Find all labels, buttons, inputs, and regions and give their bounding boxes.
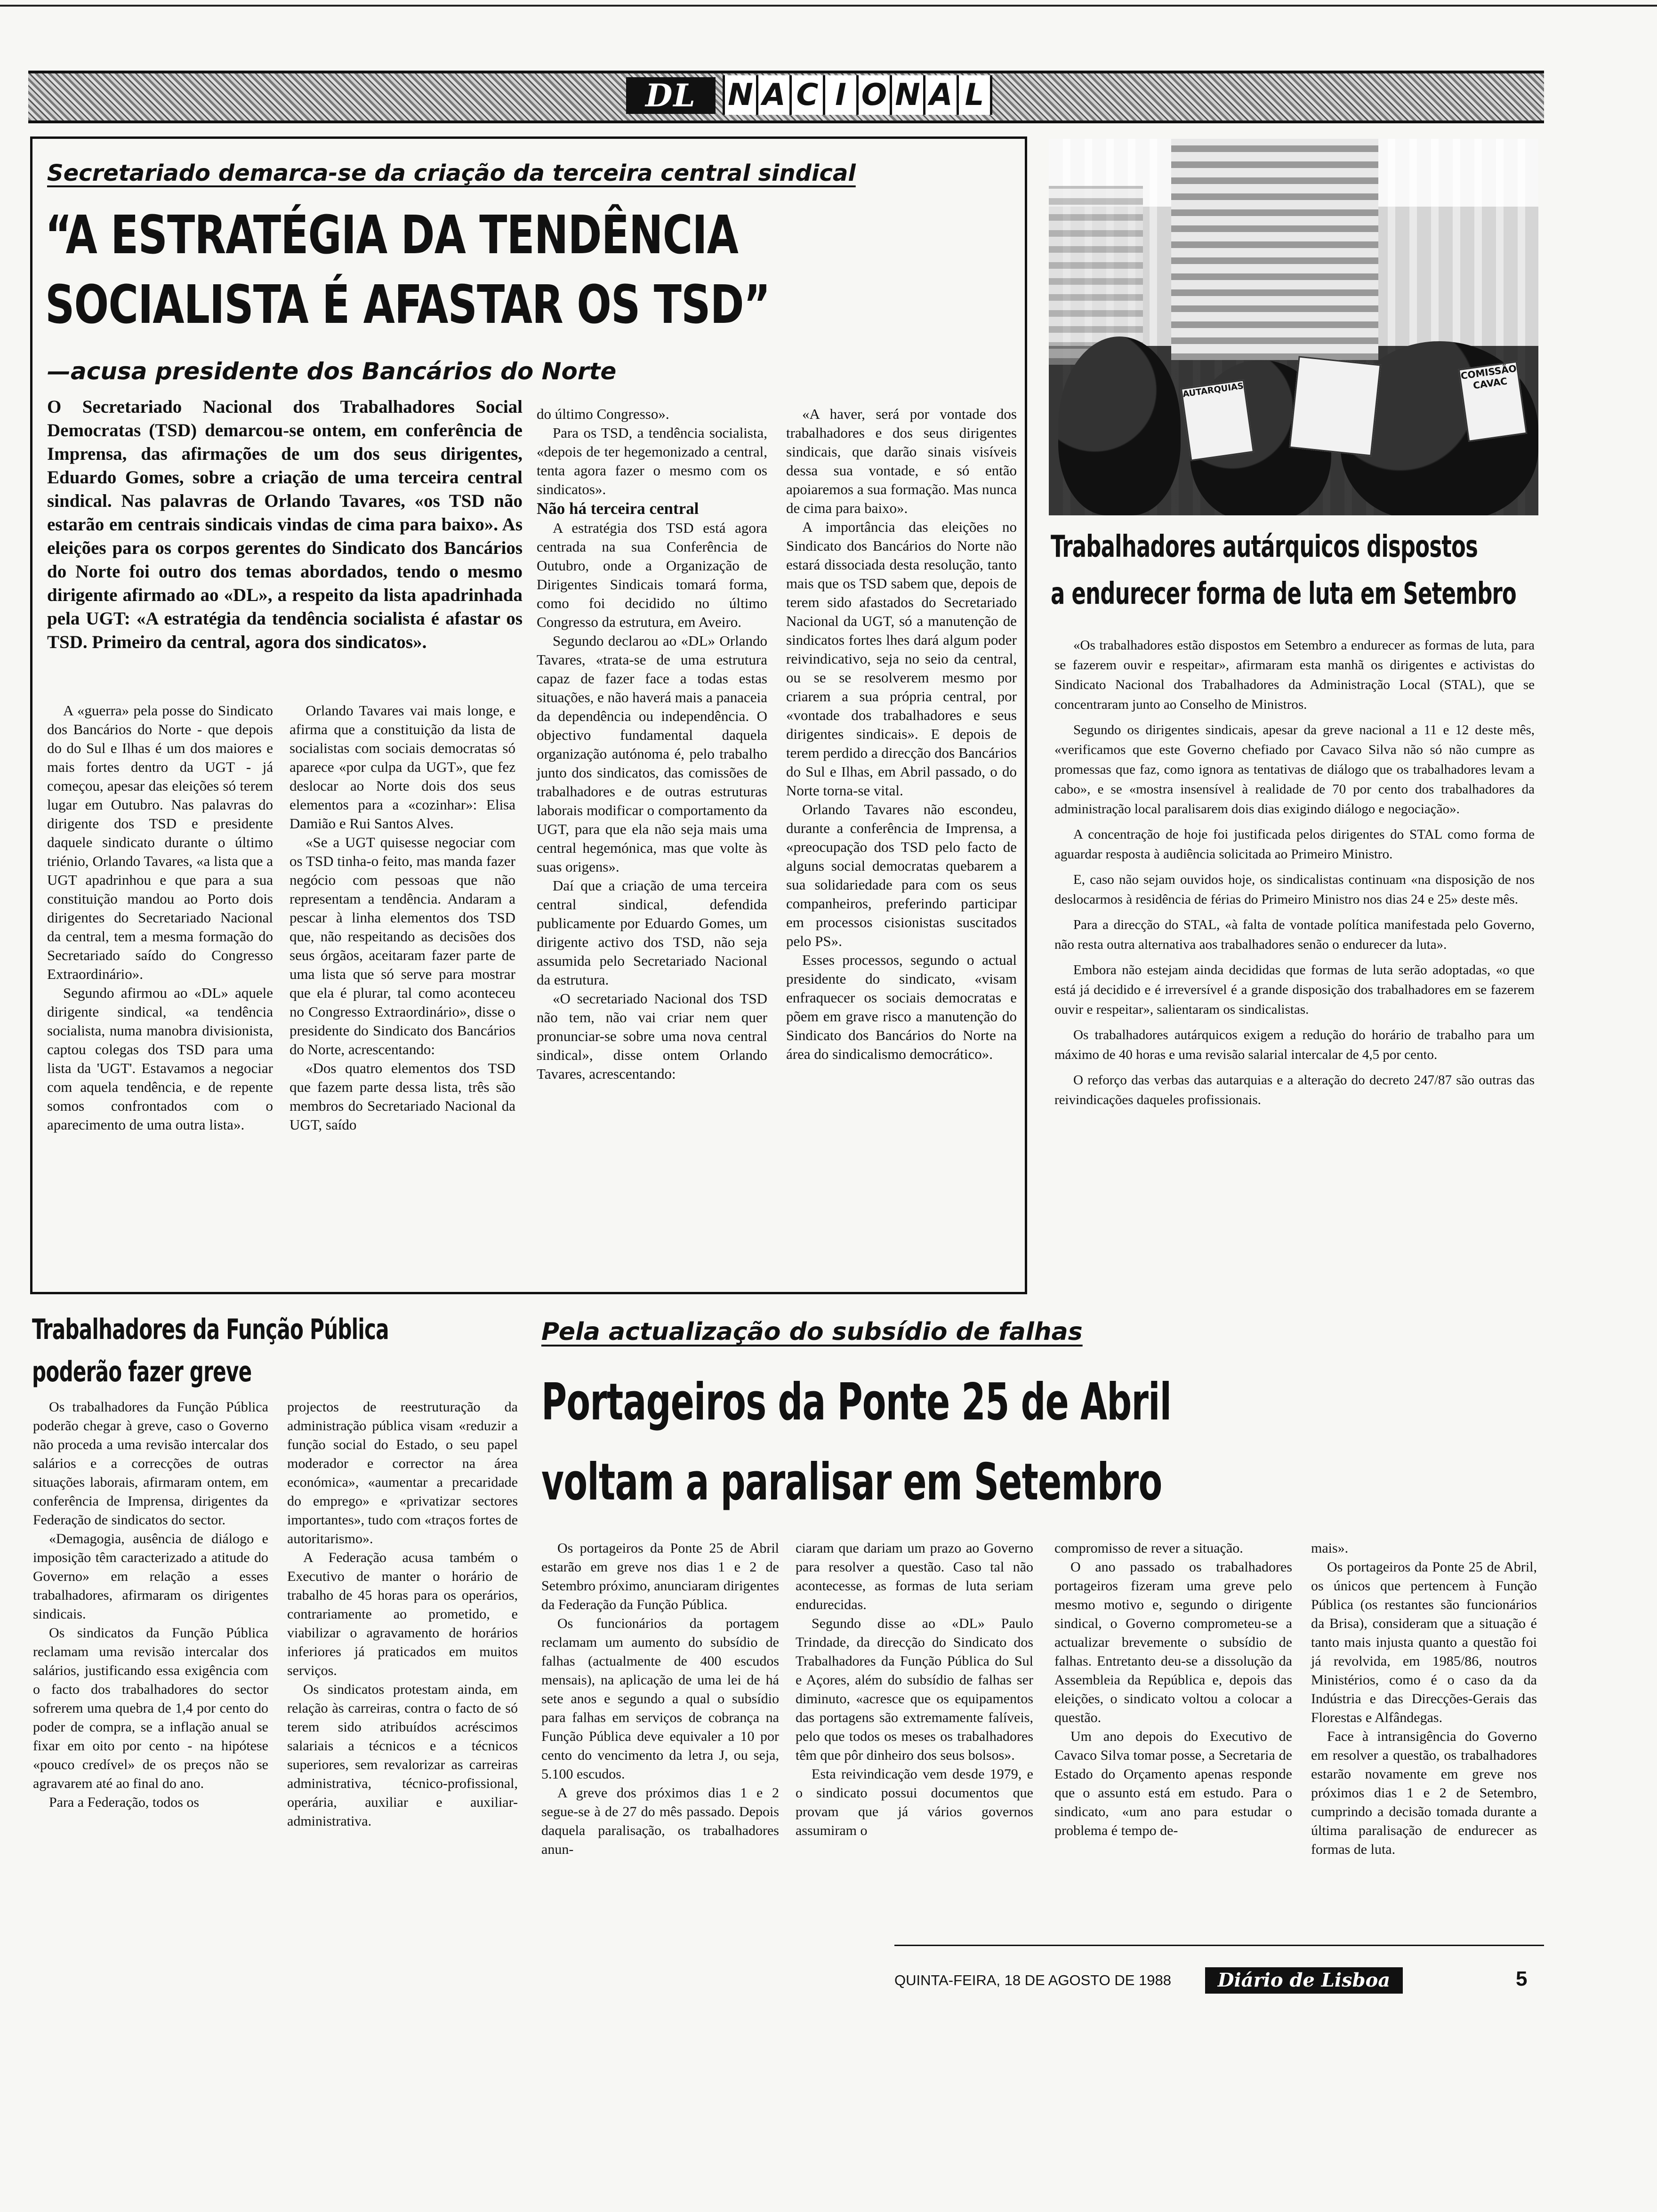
protest-sign xyxy=(1289,356,1381,456)
ponte-column-2 xyxy=(796,1539,1033,1840)
section-letter: A xyxy=(923,75,957,115)
protest-photo xyxy=(1049,139,1538,515)
ponte-kicker: Pela actualização do subsídio de falhas xyxy=(541,1318,1083,1346)
paragraph: A concentração de hoje foi justificada pelos dirigentes do STAL como forma de aguardar resposta à audiência solicitada ao Primeiro Ministro. xyxy=(1054,827,1535,862)
photo-building xyxy=(1171,139,1378,360)
paragraph: Orlando Tavares não escondeu, durante a conferência de Imprensa, a «preocupação dos TSD pelo facto de alguns social democratas quebarem a sua solidariedade para com os seus companheiros, preferindo participar em processos cisionistas suscitados pelo PS». xyxy=(786,801,1017,949)
section-subheading: Não há terceira central xyxy=(537,499,699,518)
paragraph: Os portageiros da Ponte 25 de Abril, os únicos que pertencem à Função Pública (os restantes são funcionários da Brisa), consideram que a situação é tanto mais injusta quanto a questão foi já revolvida, em 1985/86, noutros Ministérios, como é o caso da da Indústria e das Direcções-Gerais das Florestas e Alfândegas. xyxy=(1311,1559,1537,1725)
paragraph: Orlando Tavares vai mais longe, e afirma que a constituição da lista de socialistas com sociais democratas só aparece «por culpa da UGT», que fez deslocar ao Norte dois dos seus elementos para a «cozinhar»: Elisa Damião e Rui Santos Alves. xyxy=(290,702,515,832)
photo-crowd xyxy=(1058,337,1181,515)
paragraph: «O secretariado Nacional dos TSD não tem, não vai criar nem quer pronunciar-se sobre uma nova central sindical», disse ontem Orlando Tavares, acrescentando: xyxy=(537,990,767,1082)
paragraph: Esses processos, segundo o actual presidente do sindicato, «visam enfraquecer os sociais democratas e põem em grave risco a manutenção do Sindicato dos Bancários do Norte na área do sindicalismo democrático». xyxy=(786,952,1017,1062)
paragraph: Os sindicatos da Função Pública reclamam uma revisão intercalar dos salários, justificando essa exigência com o facto dos trabalhadores do sector sofrerem uma quebra de 1,4 por cento do poder de compra, se a inflação anual se fixar em oito por cento - na hipótese «pouco credível» de os preços não se agravarem até ao final do ano. xyxy=(33,1625,268,1791)
paragraph: E, caso não sejam ouvidos hoje, os sindicalistas continuam «na disposição de nos deslocarmos à residência de férias do Primeiro Ministro nos dias 24 e 25» deste mês. xyxy=(1054,872,1535,907)
section-letter: N xyxy=(890,75,923,115)
funcao-column-1 xyxy=(33,1398,268,1812)
paragraph: A importância das eleições no Sindicato dos Bancários do Norte não estará dissociada desta resolução, tanto mais que os TSD sabem que, depois de terem sido afastados do Secretariado Nacional da UGT, só a manutenção de sindicatos fortes lhes dará algum poder reivindicativo, seja no seio da central, ou se se resolverem mesmo por criarem a sua própria central, por «vontade dos trabalhadores e seus dirigentes sindicais». E depois de terem perdido a direcção dos Bancários do Sul e Ilhas, em Abril passado, o do Norte torna-se vital. xyxy=(786,519,1017,799)
footer-date: QUINTA-FEIRA, 18 DE AGOSTO DE 1988 xyxy=(894,1972,1172,1988)
section-letter: L xyxy=(957,75,992,115)
stal-headline-line-2: a endurecer forma de luta em Setembro xyxy=(1051,577,1517,611)
funcao-headline-line-2: poderão fazer greve xyxy=(32,1355,252,1388)
paragraph: Para a Federação, todos os xyxy=(49,1795,200,1810)
ponte-headline-line-1: Portageiros da Ponte 25 de Abril xyxy=(541,1373,1172,1432)
paragraph: Segundo afirmou ao «DL» aquele dirigente sindical, «a tendência socialista, numa manobra divisionista, captou colegas dos TSD para uma lista da 'UGT'. Estavamos a negociar com aquela tendência, e de repente somos confrontados com o aparecimento de uma outra lista». xyxy=(47,985,273,1133)
main-column-4 xyxy=(786,405,1017,1064)
paragraph: projectos de reestruturação da administração pública visam «reduzir a função social do Estado, o seu papel moderador e corrector na área económica», «aumentar a precaridade do emprego» e «privatizar sectores importantes», tudo com «traços fortes de autoritarismo». xyxy=(287,1399,518,1547)
paragraph: O reforço das verbas das autarquias e a alteração do decreto 247/87 são outras das reivindicações daqueles profissionais. xyxy=(1054,1073,1535,1107)
protest-sign: COMISSÃO CAVAC xyxy=(1458,361,1527,442)
paragraph: Embora não estejam ainda decididas que formas de luta serão adoptadas, «o que está já decidido e é irreversível é a grande disposição dos trabalhadores em se fazerem ouvir e respeitar», salientaram os sindicalistas. xyxy=(1054,962,1535,1017)
section-letter: N xyxy=(723,75,756,115)
paragraph: Para a direcção do STAL, «à falta de vontade política manifestada pelo Governo, não resta outra alternativa aos trabalhadores senão o endurecer da luta». xyxy=(1054,917,1535,952)
main-column-1 xyxy=(47,701,273,1134)
paragraph: mais». xyxy=(1311,1540,1349,1556)
paragraph: «Os trabalhadores estão dispostos em Setembro a endurecer as formas de luta, para se fazerem ouvir e respeitar», afirmaram esta manhã os dirigentes e activistas do Sindicato Nacional dos Trabalhadores da Administração Local (STAL), que se concentraram junto ao Conselho de Ministros. xyxy=(1054,638,1535,712)
section-letter: I xyxy=(823,75,856,115)
paragraph: A estratégia dos TSD está agora centrada na sua Conferência de Outubro, onde a Organização de Dirigentes Sindicais tomará forma, como foi decidido no último Congresso da estrutura, em Aveiro. xyxy=(537,520,767,630)
paragraph: Daí que a criação de uma terceira central sindical, defendida publicamente por Eduardo Gomes, um dirigente activo dos TSD, não seja assumida pelo Secretariado Nacional da estrutura. xyxy=(537,877,767,988)
paragraph: compromisso de rever a situação. xyxy=(1054,1540,1243,1556)
paragraph: A greve dos próximos dias 1 e 2 segue-se à de 27 do mês passado. Depois daquela paralisação, os trabalhadores anun- xyxy=(541,1785,779,1857)
paragraph: do último Congresso». xyxy=(537,406,669,422)
paragraph: Para os TSD, a tendência socialista, «depois de ter hegemonizado a central, tenta agora fazer o mesmo com os sindicatos». xyxy=(537,425,767,497)
section-name xyxy=(723,75,992,115)
main-subhead: —acusa presidente dos Bancários do Norte xyxy=(47,358,617,385)
paragraph: Os trabalhadores autárquicos exigem a redução do horário de trabalho para um máximo de 40 horas e uma revisão salarial intercalar de 4,5 por cento. xyxy=(1054,1027,1535,1062)
paragraph: Segundo os dirigentes sindicais, apesar da greve nacional a 11 e 12 deste mês, «verificamos que este Governo chefiado por Cavaco Silva não só não cumpre as promessas que faz, como ignora as tentativas de diálogo que os trabalhadores levam a cabo», e se «mostra insensível à realidade de 70 por cento dos trabalhadores da administração local paralisarem dois dias exigindo diálogo e negociação». xyxy=(1054,722,1535,817)
main-lede: O Secretariado Nacional dos Trabalhadores Social Democratas (TSD) demarcou-se ontem, em conferência de Imprensa, das afirmações de um dos seus dirigentes, Eduardo Gomes, sobre a criação de uma terceira central sindical. Nas palavras de Orlando Tavares, «os TSD não estarão em centrais sindicais vindas de cima para baixo». As eleições para os corpos gerentes do Sindicato dos Bancários do Norte foi outro dos temas abordados, tendo o mesmo dirigente afirmado ao «DL», a respeito da lista apadrinhada pela UGT: «A estratégia da tendência socialista é afastar os TSD. Primeiro da central, agora dos sindicatos». xyxy=(47,397,523,652)
paragraph: Esta reivindicação vem desde 1979, e o sindicato possui documentos que provam que já vários governos assumiram o xyxy=(796,1766,1033,1838)
paragraph: A Federação acusa também o Executivo de manter o horário de trabalho de 45 horas para os operários, contrariamente ao prometido, e viabilizar o agravamento de horários inferiores já praticados em muitos serviços. xyxy=(287,1550,518,1678)
funcao-headline-line-1: Trabalhadores da Função Pública xyxy=(32,1313,389,1346)
ponte-headline-line-2: voltam a paralisar em Setembro xyxy=(541,1453,1162,1512)
ponte-column-1 xyxy=(541,1539,779,1859)
paragraph: Segundo disse ao «DL» Paulo Trindade, da direcção do Sindicato dos Trabalhadores da Função Pública do Sul e Açores, além do subsídio de falhas ser diminuto, «acresce que os equipamentos das portagens são extremamente falíveis, pelo que todos os meses os trabalhadores têm que pôr dinheiro dos seus bolsos». xyxy=(796,1616,1033,1763)
main-column-3 xyxy=(537,405,767,1083)
paragraph: ciaram que dariam um prazo ao Governo para resolver a questão. Caso tal não acontecesse, as formas de luta seriam endurecidas. xyxy=(796,1540,1033,1612)
footer-masthead: Diário de Lisboa xyxy=(1205,1967,1403,1994)
main-headline-line-2: SOCIALISTA É AFASTAR OS TSD” xyxy=(45,274,770,336)
paragraph: «Demagogia, ausência de diálogo e imposição têm caracterizado a atitude do Governo» em relação a esses trabalhadores, afirmaram os dirigentes sindicais. xyxy=(33,1531,268,1622)
main-kicker: Secretariado demarca-se da criação da terceira central sindical xyxy=(47,160,856,186)
paragraph: Os portageiros da Ponte 25 de Abril estarão em greve nos dias 1 e 2 de Setembro próximo, anunciaram dirigentes da Federação da Função Pública. xyxy=(541,1540,779,1612)
paragraph: Um ano depois do Executivo de Cavaco Silva tomar posse, a Secretaria de Estado do Orçamento apenas responde que o assunto está em estudo. Para o sindicato, «um ano para estudar o problema é tempo de- xyxy=(1054,1729,1292,1838)
stal-body xyxy=(1054,635,1535,1115)
paragraph: «Se a UGT quisesse negociar com os TSD tinha-o feito, mas manda fazer negócio com pessoas que não representam a tendência. Andaram a pescar à linha elementos dos TSD que, não respeitando as decisões dos seus órgãos, aceitaram fazer parte de uma lista que só serve para mostrar que ela é plurar, tal como aconteceu no Congresso Extraordinário», disse o presidente do Sindicato dos Bancários do Norte, acrescentando: xyxy=(290,834,515,1058)
paragraph: Segundo declarou ao «DL» Orlando Tavares, «trata-se de uma estrutura capaz de fazer face a todas estas situações, e não haverá mais a panaceia da dependência ou independência. O objectivo fundamental daquela organização autónoma é, pelo trabalho junto dos sindicatos, das comissões de trabalhadores e de outras estruturas laborais modificar o comportamento da UGT, para que ela não seja mais uma central hegemónica, mas que volte às suas origens». xyxy=(537,633,767,875)
stal-headline-line-1: Trabalhadores autárquicos dispostos xyxy=(1051,529,1478,564)
main-column-2 xyxy=(290,701,515,1134)
top-rule xyxy=(0,5,1657,7)
paragraph: «A haver, será por vontade dos trabalhadores e dos seus dirigentes sindicais, que darão sinais visíveis dessa sua vontade, e só então apoiaremos a sua formação. Mas nunca de cima para baixo». xyxy=(786,406,1017,516)
footer-rule xyxy=(894,1945,1544,1946)
page-number: 5 xyxy=(1516,1967,1528,1990)
main-headline-line-1: “A ESTRATÉGIA DA TENDÊNCIA xyxy=(45,205,738,266)
paragraph: Face à intransigência do Governo em resolver a questão, os trabalhadores estarão novamente em greve nos próximos dias 1 e 2 de Setembro, cumprindo a decisão tomada durante a última paralisação de endurecer as formas de luta. xyxy=(1311,1729,1537,1857)
paragraph: A «guerra» pela posse do Sindicato dos Bancários do Norte - que depois do do Sul e Ilhas é um dos maiores e mais fortes dentro da UGT - já começou, apesar das eleições só terem lugar em Outubro. Nas palavras do dirigente dos TSD e presidente daquele sindicato durante o último triénio, Orlando Tavares, «a lista que a UGT apadrinhou e que para a sua constituição mandou ao Porto dois dirigentes do Secretariado Nacional da central, tem a mesma formação do Secretariado saído do Congresso Extraordinário». xyxy=(47,702,273,982)
section-letter: A xyxy=(756,75,789,115)
paragraph: Os trabalhadores da Função Pública poderão chegar à greve, caso o Governo não proceda a uma revisão intercalar dos salários e a correcções de outras situações laborais, afirmaram ontem, em conferência de Imprensa, dirigentes da Federação de sindicatos do sector. xyxy=(33,1399,268,1528)
paragraph: O ano passado os trabalhadores portageiros fizeram uma greve pelo mesmo motivo e, segundo o dirigente sindical, o Governo comprometeu-se a actualizar brevemente o subsídio de falhas. Entretanto deu-se a dissolução da Assembleia da República e, depois das eleições, o sindicato voltou a colocar a questão. xyxy=(1054,1559,1292,1725)
section-letter: C xyxy=(789,75,823,115)
dl-logo: DL xyxy=(626,77,716,114)
section-letter: O xyxy=(856,75,890,115)
paragraph: «Dos quatro elementos dos TSD que fazem parte dessa lista, três são membros do Secretariado Nacional da UGT, saído xyxy=(290,1060,515,1133)
ponte-column-3 xyxy=(1054,1539,1292,1840)
funcao-column-2 xyxy=(287,1398,518,1831)
paragraph: Os sindicatos protestam ainda, em relação às carreiras, contra o facto de só terem sido atribuídos acréscimos salariais a técnicos e a técnicos superiores, sem revalorizar as carreiras administrativa, técnico-profissional, operária, auxiliar e auxiliar-administrativa. xyxy=(287,1682,518,1829)
paragraph: Os funcionários da portagem reclamam um aumento do subsídio de falhas (actualmente de 400 escudos mensais), na aplicação de uma lei de há sete anos e segundo a qual o subsídio para falhas em serviços de cobrança na Função Pública deve equivaler a 10 por cento do vencimento da letra J, ou seja, 5.100 escudos. xyxy=(541,1616,779,1782)
protest-sign: AUTARQUIAS xyxy=(1181,379,1254,461)
ponte-column-4 xyxy=(1311,1539,1537,1859)
section-banner xyxy=(28,71,1544,123)
